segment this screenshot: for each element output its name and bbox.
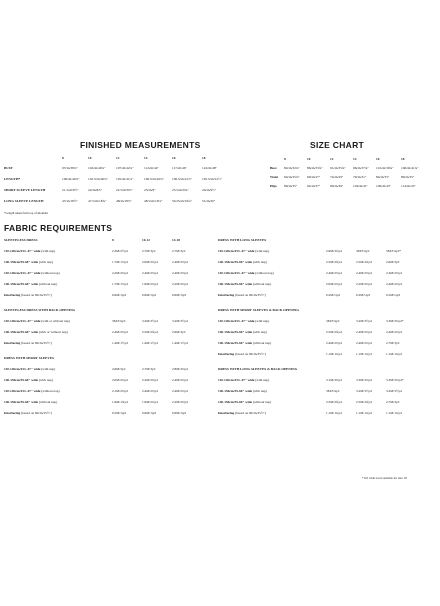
fabric-row-label: [4, 389, 112, 400]
measurement-value: 117cm/46": [172, 166, 187, 170]
fabric-row: [4, 367, 204, 378]
size-header-blank: [270, 157, 284, 166]
fabric-row-label: [218, 341, 326, 352]
fabric-row-label: [218, 249, 326, 260]
fabric-row: [4, 249, 204, 260]
fabric-right-table: [218, 238, 418, 426]
fabric-size-header: [356, 238, 386, 249]
fabric-value: 0.6M/⅝yd: [142, 293, 157, 297]
fabric-width-detail: (with nap): [254, 319, 270, 323]
fabric-width-detail: (based on 90cm/35½"): [20, 293, 52, 297]
fabric-group-header: [4, 308, 204, 319]
finished-measurements-table: [4, 156, 234, 210]
fabric-row-label: [218, 378, 326, 389]
size-value: 82cm/32¼": [284, 166, 300, 170]
size-chart-title: SIZE CHART: [310, 140, 364, 150]
fabric-row: [218, 389, 418, 400]
measurement-row: [4, 177, 234, 188]
fabric-value: 3.2M/3½yd: [356, 389, 372, 393]
fabric-width-detail: (with nap): [254, 378, 270, 382]
fabric-width-detail: (based on 90cm/35½"): [234, 293, 266, 297]
fabric-row-label: [218, 330, 326, 341]
fabric-left-table: [4, 238, 204, 426]
fabric-group-name: DRESS WITH LONG SLEEVES & BACK OPENING: [218, 367, 298, 371]
fabric-width-detail: (without nap): [38, 282, 58, 286]
fabric-row-label: [4, 411, 112, 422]
fabric-value: 2.5M/2¾yd: [356, 260, 372, 264]
fabric-value: 1.4M/1½yd: [172, 341, 188, 345]
fabric-row-label: [218, 319, 326, 330]
row-label: SHORT SLEEVE LENGTH: [4, 188, 46, 192]
fabric-row-label: [4, 400, 112, 411]
fabric-row: [218, 293, 418, 304]
fabric-width-detail: (based on 90cm/35½"): [20, 341, 52, 345]
size-value: 69cm/27": [307, 175, 321, 179]
size-header: 10: [88, 156, 92, 160]
fabric-row-label: [4, 271, 112, 282]
size-header: 8: [62, 156, 64, 160]
size-value: 89cm/35": [284, 184, 298, 188]
fabric-value: 1.1M/1¼yd: [326, 411, 342, 415]
fabric-value: 2.0M/2⅛yd: [326, 282, 342, 286]
fabric-value: 2.6M/3yd: [112, 367, 126, 371]
fabric-size-header: [142, 356, 172, 367]
fabric-value: 2.7M/3yd: [172, 249, 186, 253]
fabric-width-detail: (with nap): [40, 249, 56, 253]
measurement-value: 102.5cm/40⅜": [88, 177, 109, 181]
fabric-group-name: SLEEVELESS DRESS WITH BACK OPENING: [4, 308, 76, 312]
fabric-width-detail: (with nap): [252, 260, 267, 264]
fabric-value: 2.0M/2⅛yd: [112, 378, 128, 382]
measurement-value: 102cm/40⅛": [88, 166, 106, 170]
size-header: 14: [353, 157, 357, 161]
fabric-value: 3M/3⅜yd: [356, 249, 370, 253]
fabric-width-detail: (with nap): [254, 249, 270, 253]
fabric-row: [4, 319, 204, 330]
fabric-value: 1.1M/1¼yd: [326, 352, 342, 356]
fabric-width-label: 140-150cm/55-60" wide: [218, 389, 252, 393]
fabric-value: 2.4M/2⅝yd: [142, 389, 158, 393]
fabric-width-detail: (without nap): [252, 341, 272, 345]
fabric-width-detail: (with or without nap): [38, 330, 68, 334]
fabric-value: 3.1M/3⅜yd: [326, 378, 342, 382]
fabric-size-header: [142, 308, 172, 319]
fabric-value: 2.9M/3⅛yd: [326, 249, 342, 253]
size-header: 18: [202, 156, 206, 160]
fabric-group-header: [4, 356, 204, 367]
fabric-value: 2.0M/2⅛yd: [142, 260, 158, 264]
fabric-row: [4, 389, 204, 400]
finished-measurements-note: *Length taken from top of shoulder: [4, 211, 49, 215]
fabric-row-label: [4, 378, 112, 389]
fabric-row-label: [218, 293, 326, 304]
fabric-requirements-title: FABRIC REQUIREMENTS: [4, 223, 113, 233]
fabric-width-label: 110-120cm/43⅓-47" wide: [4, 319, 41, 323]
size-row: [270, 175, 428, 184]
fabric-value: 3.2M/3½yd: [356, 319, 372, 323]
fabric-value: 1.1M/1¼yd: [356, 411, 372, 415]
fabric-row: [4, 260, 204, 271]
fabric-value: 1.1M/1¼yd: [386, 411, 402, 415]
fabric-width-label: 140-150cm/55-60" wide: [4, 282, 38, 286]
fabric-value: 2.5M/2¾yd: [326, 330, 342, 334]
fabric-value: 3M/3⅜yd*: [386, 249, 401, 253]
size-header: 18: [401, 157, 405, 161]
size-value: 94cm/37": [307, 184, 321, 188]
fabric-size-header: 14-18: [172, 238, 180, 242]
measurement-row: [4, 199, 234, 210]
measurement-value: 107cm/42⅛": [116, 166, 134, 170]
fabric-value: 2.5M/2¾yd: [356, 400, 372, 404]
fabric-value: 2.7M/3yd: [386, 341, 400, 345]
fabric-group-spacer: [218, 422, 326, 426]
fabric-value: 2.2M/2⅜yd: [112, 271, 128, 275]
fabric-row-label: [4, 282, 112, 293]
measurement-value: 100cm/40⅝": [62, 177, 80, 181]
fabric-group-header: [4, 238, 204, 249]
fabric-size-header: [356, 308, 386, 319]
fabric-value: 1.6M/1¾yd: [112, 400, 128, 404]
fabric-value: 2.5M/2¾yd: [142, 330, 158, 334]
fabric-width-label: 110-120cm/43⅓-47" wide: [4, 249, 41, 253]
fabric-value: 2.4M/2⅝yd: [386, 330, 402, 334]
fabric-value: 2.4M/2⅝yd: [356, 330, 372, 334]
size-value: 89cm/35": [401, 175, 415, 179]
fabric-value: 2.2M/2⅜yd: [172, 282, 188, 286]
fabric-value: 1.1M/1¼yd: [386, 352, 402, 356]
size-value: 79cm/31": [353, 175, 367, 179]
fabric-width-detail: (with nap): [38, 378, 53, 382]
fabric-width-label: Interfacing: [218, 411, 235, 415]
size-header-blank: [4, 156, 62, 166]
fabric-value: 0.6M/⅝yd: [112, 293, 127, 297]
fabric-group-name: DRESS WITH SHORT SLEEVES: [4, 356, 54, 360]
fabric-value: 0.2M/⅛yd: [326, 293, 341, 297]
measurement-value: 23cm/9": [144, 188, 156, 192]
fabric-width-label: 140-150cm/55-60" wide: [218, 341, 252, 345]
fabric-size-header: [112, 308, 142, 319]
row-label: LENGTH*: [4, 177, 21, 181]
fabric-width-label: Interfacing: [4, 341, 21, 345]
fabric-value: 2.7M/3yd: [142, 367, 156, 371]
fabric-group-spacer: [4, 422, 112, 426]
fabric-width-detail: (without nap): [40, 389, 60, 393]
fabric-width-label: Interfacing: [4, 411, 21, 415]
fabric-width-label: 140-150cm/55-60" wide: [218, 282, 252, 286]
fabric-size-header: [172, 356, 204, 367]
size-header: 14: [144, 156, 148, 160]
size-header: 10: [307, 157, 311, 161]
size-header: 12: [330, 157, 334, 161]
size-value: 64cm/25⅛": [284, 175, 300, 179]
fabric-value: 2.7M/3yd: [386, 400, 400, 404]
fabric-value: 2.5M/2¾yd: [326, 260, 342, 264]
fabric-width-label: 110-120cm/43⅓-47" wide: [4, 367, 41, 371]
fabric-width-label: 140-150cm/55-60" wide: [4, 400, 38, 404]
fabric-size-header: [386, 308, 418, 319]
fabric-value: 2.1M/2⅜yd: [112, 389, 128, 393]
fabric-size-header: [326, 367, 356, 378]
fabric-row-label: [4, 330, 112, 341]
fabric-value: 2.2M/2⅜yd: [172, 400, 188, 404]
fabric-group-name: DRESS WITH LONG SLEEVES: [218, 238, 267, 242]
fabric-row: [218, 260, 418, 271]
measurement-value: 105cm/41⅛": [116, 177, 134, 181]
fabric-value: 3M/3⅜yd: [326, 319, 340, 323]
size-chart-table: [270, 157, 428, 193]
fabric-row-label: [218, 411, 326, 422]
fabric-value: 1.9M/2⅛yd: [142, 282, 158, 286]
fabric-size-header: [326, 238, 356, 249]
fabric-width-detail: (with nap): [38, 260, 53, 264]
fabric-value: 0.2M/⅛yd: [386, 293, 401, 297]
fabric-row-label: [218, 260, 326, 271]
fabric-width-label: 110-120cm/43⅓-47" wide: [218, 378, 255, 382]
size-header: 8: [284, 157, 286, 161]
measurement-value: 48cm/18⅞": [116, 199, 132, 203]
fabric-width-label: Interfacing: [218, 293, 235, 297]
row-label: Bust: [270, 166, 277, 170]
fabric-value: 3.3M/3⅝yd*: [386, 319, 404, 323]
fabric-value: 1.1M/1¼yd: [356, 352, 372, 356]
fabric-value: 2.7M/3yd: [142, 249, 156, 253]
fabric-value: 3M/3⅜yd: [326, 389, 340, 393]
measurement-value: 22cm/8⅝": [88, 188, 103, 192]
measurement-value: 106.5cm/41⅞": [172, 177, 193, 181]
fabric-value: 0.6M/⅝yd: [142, 411, 157, 415]
fabric-row: [218, 378, 418, 389]
fabric-row-label: [4, 341, 112, 352]
size-value: 96cm/37¾": [353, 166, 369, 170]
fabric-row-label: [4, 293, 112, 304]
fabric-width-label: 140-150cm/55-60" wide: [4, 260, 38, 264]
fabric-row: [4, 293, 204, 304]
fabric-value: 0.6M/⅝yd: [172, 411, 187, 415]
fabric-value: 1.4M/1½yd: [112, 341, 128, 345]
fabric-size-header: [386, 367, 418, 378]
fabric-row: [218, 341, 418, 352]
measurement-value: 112cm/44": [144, 166, 159, 170]
fabric-row: [218, 271, 418, 282]
fabric-row: [4, 330, 204, 341]
fabric-width-label: 110-120cm/43⅓-47" wide: [4, 389, 41, 393]
fabric-value: 2.3M/2½yd: [112, 249, 128, 253]
fabric-row: [218, 352, 418, 363]
size-value: 86cm/33¾": [307, 166, 323, 170]
size-value: 104cm/41": [353, 184, 368, 188]
size-value: 114cm/45": [401, 184, 416, 188]
size-value: 101cm/39¾": [376, 166, 394, 170]
fabric-value: 2.4M/2⅝yd: [172, 260, 188, 264]
size-value: 99cm/39": [330, 184, 344, 188]
fabric-row: [4, 411, 204, 422]
size-value: 84cm/33": [376, 175, 390, 179]
finished-measurements-title: FINISHED MEASUREMENTS: [80, 140, 201, 150]
fabric-value: 1.7M/1⅞yd: [112, 282, 128, 286]
fabric-width-label: 110-120cm/43⅓-47" wide: [218, 249, 255, 253]
measurement-row: [4, 166, 234, 177]
measurement-value: 122cm/48": [202, 166, 217, 170]
fabric-width-detail: (with nap): [40, 367, 56, 371]
fabric-row-label: [4, 249, 112, 260]
fabric-size-header: [326, 308, 356, 319]
fabric-size-header: 10-12: [142, 238, 150, 242]
fabric-width-label: 140-150cm/55-60" wide: [218, 260, 252, 264]
fabric-width-detail: (without nap): [252, 400, 272, 404]
fabric-row: [4, 282, 204, 293]
fabric-row: [218, 411, 418, 422]
fabric-value: 2.4M/2⅝yd: [172, 378, 188, 382]
measurement-value: 51cm/20": [202, 199, 216, 203]
fabric-value: 2.4M/2⅝yd: [142, 271, 158, 275]
fabric-width-detail: (without nap): [38, 400, 58, 404]
fabric-value: 2.2M/2⅜yd: [142, 378, 158, 382]
fabric-width-label: Interfacing: [218, 352, 235, 356]
fabric-width-label: 110-120cm/43⅓-47" wide: [4, 271, 41, 275]
row-label: Hips: [270, 184, 277, 188]
fabric-row-label: [4, 367, 112, 378]
fabric-width-label: 110-120cm/43⅓-47" wide: [218, 271, 255, 275]
measurement-value: 23.5cm/9¼": [172, 188, 189, 192]
fabric-row: [4, 400, 204, 411]
fabric-width-detail: (with nap): [252, 330, 267, 334]
fabric-row-label: [218, 389, 326, 400]
size-header: 16: [376, 157, 380, 161]
fabric-group-header: [218, 367, 418, 378]
fabric-size-header: [386, 238, 418, 249]
fabric-value: 0.5M/⅝yd: [112, 411, 127, 415]
measurement-value: 22.5cm/8⅞": [116, 188, 133, 192]
size-row: [270, 184, 428, 193]
row-label: BUST: [4, 166, 13, 170]
fabric-value: 3.2M/3½yd: [172, 319, 188, 323]
fabric-size-header: [112, 356, 142, 367]
measurement-value: 105.5cm/41½": [202, 177, 223, 181]
fabric-row: [4, 341, 204, 352]
fabric-value: 3.3M/3⅝yd: [356, 378, 372, 382]
fabric-row-label: [218, 352, 326, 363]
fabric-width-detail: (without nap): [254, 271, 274, 275]
fabric-value: 3.3M/3⅝yd*: [386, 378, 404, 382]
size-value: 74cm/29": [330, 175, 344, 179]
fabric-value: 2.4M/2⅝yd: [386, 282, 402, 286]
fabric-row-label: [218, 400, 326, 411]
fabric-value: 1.4M/1½yd: [142, 341, 158, 345]
fabric-row: [218, 249, 418, 260]
measurement-value: 47cm/18½": [62, 199, 78, 203]
fabric-row: [218, 330, 418, 341]
fabric-value: 2.2M/2⅜yd: [356, 282, 372, 286]
fabric-width-detail: (without nap): [252, 282, 272, 286]
fabric-width-label: 140-150cm/55-60" wide: [4, 330, 38, 334]
fabric-width-label: 140-150cm/55-60" wide: [4, 378, 38, 382]
fabric-value: 2.5M/2¾yd: [326, 400, 342, 404]
fabric-size-header: [172, 308, 204, 319]
fabric-value: 0.6M/⅝yd: [172, 293, 187, 297]
fabric-width-label: 110-120cm/43⅓-47" wide: [218, 319, 255, 323]
fabric-row: [4, 378, 204, 389]
fabric-width-label: 140-150cm/55-60" wide: [218, 400, 252, 404]
fabric-width-detail: (with nap): [252, 389, 267, 393]
fabric-width-label: Interfacing: [4, 293, 21, 297]
fabric-value: 2.6M/3yd: [386, 260, 400, 264]
fabric-row-label: [218, 282, 326, 293]
fabric-row-label: [218, 271, 326, 282]
fabric-size-header: [356, 367, 386, 378]
fabric-value: 2.4M/2⅝yd: [356, 271, 372, 275]
size-value: 91cm/35¾": [330, 166, 346, 170]
fabric-group-header: [218, 238, 418, 249]
fabric-value: 2.4M/2⅝yd: [326, 341, 342, 345]
fabric-width-detail: (based on 90cm/35½"): [234, 352, 266, 356]
fabric-value: 2.4M/2⅝yd: [172, 271, 188, 275]
fabric-group-name: DRESS WITH SHORT SLEEVES & BACK OPENING: [218, 308, 299, 312]
fabric-value: 2.4M/2⅝yd: [356, 341, 372, 345]
fabric-value: 2.4M/2⅝yd: [112, 330, 128, 334]
fabric-width-detail: (based on 90cm/35½"): [20, 411, 52, 415]
row-label: Waist: [270, 175, 279, 179]
row-label: LONG SLEEVE LENGTH: [4, 199, 44, 203]
measurement-value: 24cm/9½": [202, 188, 217, 192]
fabric-value: 1.7M/1⅞yd: [112, 260, 128, 264]
size-value: 109cm/43": [376, 184, 391, 188]
measurement-value: 21.5cm/8½": [62, 188, 79, 192]
fabric-value: 3.2M/3½yd: [142, 319, 158, 323]
fabric-value: 2.4M/2⅝yd: [326, 271, 342, 275]
fabric-value: 0.2M/⅛yd: [356, 293, 371, 297]
fabric-value: 1.9M/2⅛yd: [142, 400, 158, 404]
fabric-row: [218, 400, 418, 411]
measurement-value: 97cm/38⅛": [62, 166, 78, 170]
fabric-row-label: [4, 319, 112, 330]
fabric-width-detail: (without nap): [40, 271, 60, 275]
fabric-row: [4, 271, 204, 282]
measurement-value: 47.5cm/18¾": [88, 199, 107, 203]
fabric-group-header: [218, 308, 418, 319]
measurement-row: [4, 188, 234, 199]
fabric-row: [218, 319, 418, 330]
fabric-width-label: 140-150cm/55-60" wide: [218, 330, 252, 334]
size-header: 16: [172, 156, 176, 160]
fabric-row-label: [4, 260, 112, 271]
fabric-width-detail: (with or without nap): [40, 319, 71, 323]
fabric-row: [218, 282, 418, 293]
fabric-size-header: 8: [112, 238, 114, 242]
measurement-value: 48.5cm/19⅛": [144, 199, 163, 203]
fabric-right-note: *110 wide is not suitable for size 18: [362, 476, 407, 480]
measurement-value: 106.5cm/42⅜": [144, 177, 165, 181]
fabric-value: 2.4M/2⅝yd: [172, 389, 188, 393]
fabric-value: 3M/3⅜yd: [112, 319, 126, 323]
fabric-value: 2.6M/3yd: [172, 330, 186, 334]
fabric-value: 3.2M/3½yd: [386, 389, 402, 393]
measurement-value: 50.25cm/19¾": [172, 199, 193, 203]
size-value: 106cm/41¾": [401, 166, 419, 170]
fabric-value: 2.4M/2⅝yd: [386, 271, 402, 275]
fabric-group-name: SLEEVELESS DRESS: [4, 238, 38, 242]
size-row: [270, 166, 428, 175]
size-header: 12: [116, 156, 120, 160]
fabric-width-detail: (based on 90cm/35½"): [234, 411, 266, 415]
fabric-value: 2.8M/3⅛yd: [172, 367, 188, 371]
